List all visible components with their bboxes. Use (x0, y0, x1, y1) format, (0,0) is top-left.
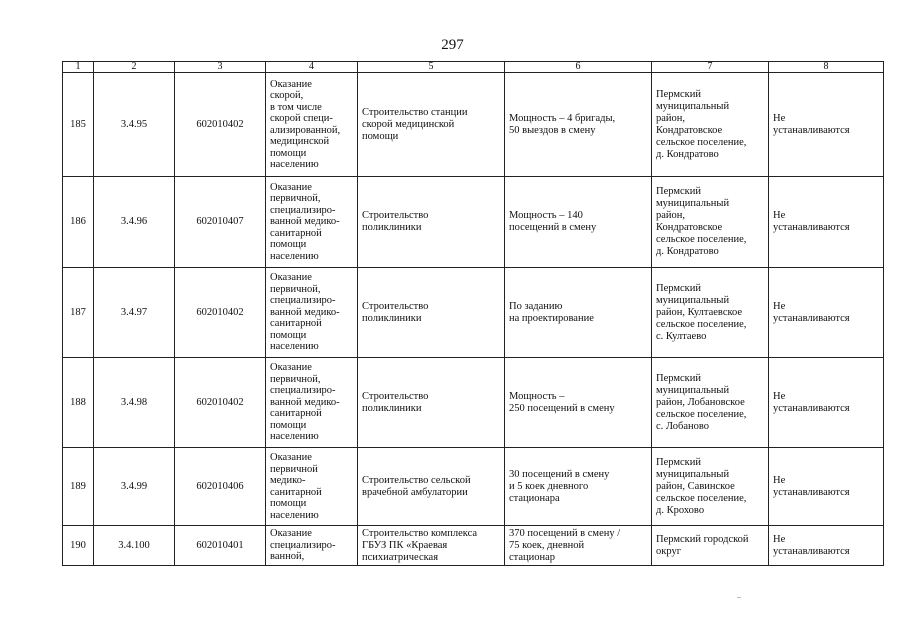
location (652, 177, 769, 268)
table-row (63, 177, 884, 268)
object-code: 3.4.95 (94, 73, 175, 177)
activity-kind-text: Оказание первичной, специализиро- ванной медико- санитарной помощи населению (270, 362, 340, 443)
activity-kind-text: Оказание первичной, специализиро- ванной медико- санитарной помощи населению (270, 272, 340, 353)
zones (769, 177, 884, 268)
column-header: 2 (94, 62, 175, 73)
column-header: 7 (652, 62, 769, 73)
zones (769, 73, 884, 177)
characteristics (505, 526, 652, 566)
location-text: Пермский муниципальный район, Кондратовское сельское поселение, д. Кондратово (656, 186, 747, 257)
object-name (358, 73, 505, 177)
zones-text: Не устанавливаются (773, 210, 850, 233)
location (652, 73, 769, 177)
zones (769, 526, 884, 566)
activity-kind-text: Оказание специализиро- ванной, (270, 528, 336, 563)
classifier-code: 602010402 (175, 268, 266, 358)
zones-text: Не устанавливаются (773, 533, 850, 557)
object-name (358, 268, 505, 358)
characteristics (505, 177, 652, 268)
row-number: 190 (63, 526, 94, 566)
activity-kind (266, 526, 358, 566)
zones (769, 268, 884, 358)
activity-kind-text: Оказание первичной, специализиро- ванной медико- санитарной помощи населению (270, 181, 340, 262)
characteristics (505, 73, 652, 177)
row-number: 189 (63, 448, 94, 526)
classifier-code: 602010402 (175, 73, 266, 177)
column-header: 8 (769, 62, 884, 73)
table-row (63, 526, 884, 566)
activity-kind-text: Оказание скорой, в том числе скорой специ- ализированной, медицинской помощи населению (270, 78, 341, 170)
characteristics-text: Мощность – 140 посещений в смену (509, 210, 597, 233)
location (652, 268, 769, 358)
classifier-code: 602010401 (175, 526, 266, 566)
row-number: 186 (63, 177, 94, 268)
characteristics (505, 448, 652, 526)
object-code: 3.4.96 (94, 177, 175, 268)
row-number: 185 (63, 73, 94, 177)
classifier-code: 602010407 (175, 177, 266, 268)
object-code: 3.4.99 (94, 448, 175, 526)
zones-text: Не устанавливаются (773, 474, 850, 498)
scan-artifact (737, 597, 741, 598)
activity-kind (266, 268, 358, 358)
object-name-text: Строительство поликлиники (362, 210, 429, 233)
table-row (63, 358, 884, 448)
table-row (63, 448, 884, 526)
activity-kind (266, 448, 358, 526)
table-row (63, 73, 884, 177)
characteristics (505, 268, 652, 358)
row-number: 188 (63, 358, 94, 448)
activity-kind (266, 73, 358, 177)
planned-objects-table (62, 61, 884, 566)
characteristics-text: Мощность – 4 бригады, 50 выездов в смену (509, 112, 616, 136)
column-number-row (63, 62, 884, 73)
column-header: 4 (266, 62, 358, 73)
row-number: 187 (63, 268, 94, 358)
object-code: 3.4.98 (94, 358, 175, 448)
characteristics-text: 30 посещений в смену и 5 коек дневного стационара (509, 468, 610, 504)
classifier-code: 602010402 (175, 358, 266, 448)
object-name-text: Строительство поликлиники (362, 300, 429, 324)
object-name-text: Строительство комплекса ГБУЗ ПК «Краевая психиатрическая (362, 527, 478, 563)
column-header: 3 (175, 62, 266, 73)
classifier-code: 602010406 (175, 448, 266, 526)
object-name (358, 526, 505, 566)
column-header: 5 (358, 62, 505, 73)
page-number: 297 (441, 37, 464, 53)
location-text: Пермский муниципальный район, Лобановское сельское поселение, с. Лобаново (656, 372, 747, 432)
activity-kind (266, 177, 358, 268)
activity-kind (266, 358, 358, 448)
column-header: 6 (505, 62, 652, 73)
characteristics-text: 370 посещений в смену / 75 коек, дневной стационар (509, 527, 621, 563)
location (652, 448, 769, 526)
location-text: Пермский муниципальный район, Савинское сельское поселение, д. Крохово (656, 456, 747, 516)
zones-text: Не устанавливаются (773, 390, 850, 414)
location-text: Пермский муниципальный район, Кондратовское сельское поселение, д. Кондратово (656, 88, 747, 160)
object-name (358, 177, 505, 268)
characteristics (505, 358, 652, 448)
column-header: 1 (63, 62, 94, 73)
characteristics-text: Мощность – 250 посещений в смену (509, 390, 615, 414)
location (652, 526, 769, 566)
object-name (358, 358, 505, 448)
object-name (358, 448, 505, 526)
object-code: 3.4.97 (94, 268, 175, 358)
zones (769, 358, 884, 448)
zones-text: Не устанавливаются (773, 300, 850, 324)
location (652, 358, 769, 448)
activity-kind-text: Оказание первичной медико- санитарной помощи населению (270, 452, 322, 521)
location-text: Пермский муниципальный район, Култаевское сельское поселение, с. Култаево (656, 282, 747, 342)
characteristics-text: По заданию на проектирование (509, 300, 594, 324)
location-text: Пермский городской округ (656, 533, 749, 557)
object-name-text: Строительство сельской врачебной амбулатории (362, 474, 471, 498)
zones (769, 448, 884, 526)
object-code: 3.4.100 (94, 526, 175, 566)
table-row (63, 268, 884, 358)
object-name-text: Строительство станции скорой медицинской помощи (362, 106, 468, 142)
object-name-text: Строительство поликлиники (362, 390, 429, 414)
zones-text: Не устанавливаются (773, 112, 850, 136)
